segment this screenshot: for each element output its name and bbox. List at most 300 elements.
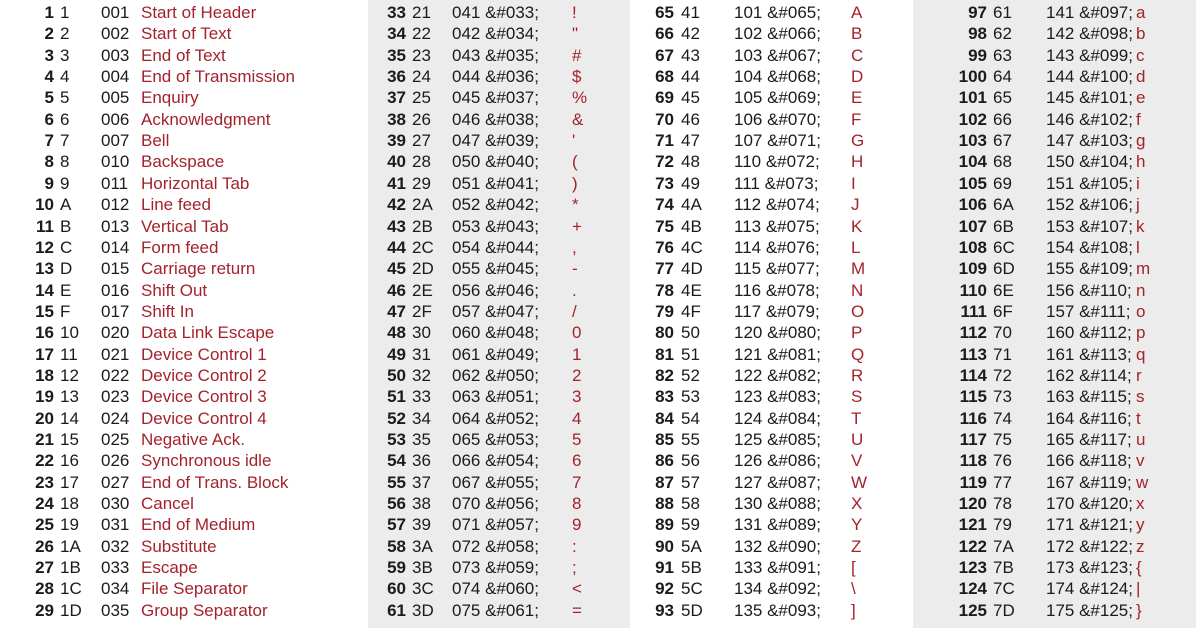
hex-cell: 5A [681,536,702,556]
html-entity-cell: 054 &#044; [452,237,539,257]
decimal-cell: 100 [958,67,987,87]
html-entity-cell: 141 &#097; [1046,3,1133,22]
octal-cell: 024 [101,408,130,428]
html-entity-cell: 065 &#053; [452,430,539,449]
character-cell: 3 [572,387,582,407]
character-cell: q [1136,344,1146,364]
decimal-cell: 19 [35,387,54,407]
octal-cell: 021 [101,344,130,364]
hex-cell: 33 [412,387,431,407]
hex-cell: 2E [412,280,433,300]
character-cell: $ [572,67,582,87]
html-entity-cell: 066 &#054; [452,451,539,471]
html-entity-cell: 104 &#068; [734,67,821,87]
character-cell: t [1136,408,1141,428]
decimal-cell: 125 [958,600,987,620]
character-cell: * [572,195,579,215]
hex-cell: 66 [993,109,1012,129]
html-entity-cell: 151 &#105; [1046,173,1133,193]
decimal-cell: 83 [655,387,674,407]
character-cell: K [851,216,863,236]
character-cell: 4 [572,408,582,428]
description-cell: End of Medium [141,515,256,535]
html-entity-cell: 042 &#034; [452,24,539,44]
html-entity-cell: 061 &#049; [452,344,539,364]
description-cell: Escape [141,558,198,578]
decimal-cell: 79 [655,301,674,321]
hex-cell: 5B [681,558,702,578]
decimal-cell: 75 [655,216,674,236]
octal-cell: 012 [101,195,130,215]
character-cell: N [851,280,864,300]
decimal-cell: 9 [44,173,54,193]
decimal-cell: 26 [35,536,54,556]
html-entity-cell: 155 &#109; [1046,259,1133,279]
hex-cell: 2D [412,259,434,279]
hex-cell: 7B [993,558,1014,578]
hex-cell: 1A [60,536,81,556]
character-cell: w [1136,472,1149,492]
decimal-cell: 103 [958,131,987,151]
character-cell: V [851,451,863,471]
html-entity-cell: 073 &#059; [452,558,539,578]
hex-cell: 6C [993,237,1015,257]
decimal-cell: 42 [387,195,406,215]
decimal-cell: 122 [958,536,987,556]
html-entity-cell: 170 &#120; [1046,494,1133,514]
hex-cell: 11 [60,344,78,364]
description-cell: Substitute [141,536,217,556]
hex-cell: 3A [412,536,433,556]
decimal-cell: 38 [387,109,406,129]
description-cell: Shift Out [141,280,208,300]
hex-cell: 18 [60,494,79,514]
html-entity-cell: 113 &#075; [734,216,820,236]
html-entity-cell: 063 &#051; [452,387,539,407]
decimal-cell: 34 [387,24,406,44]
hex-cell: 50 [681,323,700,343]
decimal-cell: 91 [655,558,674,578]
decimal-cell: 70 [655,109,674,129]
description-cell: Horizontal Tab [141,173,250,193]
hex-cell: 25 [412,88,431,108]
html-entity-cell: 174 &#124; [1046,579,1133,599]
html-entity-cell: 115 &#077; [734,259,820,279]
octal-cell: 025 [101,430,130,449]
html-entity-cell: 171 &#121; [1046,515,1133,535]
hex-cell: 43 [681,45,700,65]
character-cell: L [851,237,861,257]
decimal-cell: 46 [387,280,406,300]
character-cell: M [851,259,866,279]
hex-cell: 62 [993,24,1012,44]
decimal-cell: 104 [958,152,987,172]
html-entity-cell: 056 &#046; [452,280,539,300]
hex-cell: 7C [993,579,1015,599]
decimal-cell: 15 [35,301,54,321]
octal-cell: 013 [101,216,130,236]
hex-cell: 9 [60,173,70,193]
hex-cell: 6D [993,259,1015,279]
html-entity-cell: 057 &#047; [452,301,539,321]
decimal-cell: 49 [387,344,406,364]
decimal-cell: 72 [655,152,674,172]
description-cell: Shift In [141,301,194,321]
html-entity-cell: 175 &#125; [1046,600,1133,620]
character-cell: { [1136,558,1142,578]
character-cell: g [1136,131,1146,151]
description-cell: Device Control 2 [141,365,267,385]
decimal-cell: 118 [959,451,987,471]
hex-cell: 7 [60,131,70,151]
hex-cell: 28 [412,152,431,172]
decimal-cell: 61 [387,600,406,620]
character-cell: U [851,430,864,449]
hex-cell: 4D [681,259,703,279]
character-cell: Z [851,536,862,556]
character-cell: z [1136,536,1145,556]
decimal-cell: 36 [387,67,406,87]
decimal-cell: 78 [655,280,674,300]
html-entity-cell: 130 &#088; [734,494,821,514]
hex-cell: 2 [60,24,70,44]
character-cell: p [1136,323,1146,343]
html-entity-cell: 143 &#099; [1046,45,1133,65]
hex-cell: 63 [993,45,1012,65]
decimal-cell: 84 [655,408,674,428]
description-cell: End of Transmission [141,67,296,87]
decimal-cell: 82 [655,365,674,385]
description-cell: Start of Header [141,3,257,22]
character-cell: H [851,152,864,172]
character-cell: e [1136,88,1146,108]
hex-cell: 48 [681,152,700,172]
hex-cell: 34 [412,408,431,428]
html-entity-cell: 043 &#035; [452,45,539,65]
description-cell: Negative Ack. [141,430,245,449]
description-cell: Acknowledgment [141,109,271,129]
character-cell: C [851,45,864,65]
description-cell: Cancel [141,494,194,514]
description-cell: Synchronous idle [141,451,272,471]
hex-cell: 36 [412,451,431,471]
octal-cell: 017 [101,301,130,321]
octal-cell: 001 [101,3,130,22]
decimal-cell: 65 [655,3,674,22]
hex-cell: 51 [681,344,700,364]
html-entity-cell: 103 &#067; [734,45,821,65]
decimal-cell: 114 [959,365,987,385]
description-cell: Group Separator [141,600,268,620]
html-entity-cell: 051 &#041; [452,173,539,193]
hex-cell: 6 [60,109,70,129]
hex-cell: 44 [681,67,700,87]
decimal-cell: 16 [35,323,54,343]
octal-cell: 033 [101,558,130,578]
html-entity-cell: 052 &#042; [452,195,539,215]
hex-cell: 37 [412,472,431,492]
hex-cell: B [60,216,72,236]
decimal-cell: 112 [959,323,987,343]
decimal-cell: 117 [959,430,987,449]
decimal-cell: 116 [959,408,987,428]
description-cell: Device Control 1 [141,344,267,364]
character-cell: s [1136,387,1145,407]
html-entity-cell: 106 &#070; [734,109,821,129]
description-cell: Vertical Tab [141,216,229,236]
hex-cell: 67 [993,131,1012,151]
character-cell: ] [851,600,856,620]
html-entity-cell: 161 &#113; [1046,344,1132,364]
decimal-cell: 37 [387,88,406,108]
hex-cell: 3 [60,45,70,65]
hex-cell: D [60,259,73,279]
decimal-cell: 3 [44,45,54,65]
hex-cell: 45 [681,88,700,108]
html-entity-cell: 150 &#104; [1046,152,1133,172]
hex-cell: 75 [993,430,1012,449]
decimal-cell: 10 [35,195,54,215]
hex-cell: 42 [681,24,700,44]
decimal-cell: 55 [387,472,406,492]
decimal-cell: 120 [958,494,987,514]
decimal-cell: 33 [387,3,406,22]
decimal-cell: 97 [968,3,987,22]
character-cell: = [572,600,582,620]
character-cell: # [572,45,582,65]
decimal-cell: 6 [44,109,54,129]
decimal-cell: 67 [655,45,674,65]
decimal-cell: 111 [960,301,987,321]
hex-cell: 6A [993,195,1014,215]
octal-cell: 014 [101,237,130,257]
html-entity-cell: 102 &#066; [734,24,821,44]
character-cell: T [851,408,862,428]
decimal-cell: 48 [387,323,406,343]
character-cell: W [851,472,868,492]
character-cell: u [1136,430,1146,449]
hex-cell: 3D [412,600,434,620]
html-entity-cell: 120 &#080; [734,323,821,343]
character-cell: , [572,237,577,257]
html-entity-cell: 047 &#039; [452,131,539,151]
decimal-cell: 2 [44,24,54,44]
hex-cell: 49 [681,173,700,193]
character-cell: R [851,365,864,385]
description-cell: Device Control 4 [141,408,267,428]
octal-cell: 005 [101,88,130,108]
hex-cell: 39 [412,515,431,535]
html-entity-cell: 173 &#123; [1046,558,1133,578]
hex-cell: 2F [412,301,432,321]
decimal-cell: 108 [958,237,987,257]
description-cell: Bell [141,131,170,151]
decimal-cell: 17 [35,344,54,364]
decimal-cell: 11 [36,216,54,236]
character-cell: 8 [572,494,582,514]
html-entity-cell: 133 &#091; [734,558,821,578]
html-entity-cell: 110 &#072; [734,152,820,172]
html-entity-cell: 105 &#069; [734,88,821,108]
decimal-cell: 101 [958,88,987,108]
hex-cell: C [60,237,73,257]
html-entity-cell: 156 &#110; [1046,280,1132,300]
html-entity-cell: 072 &#058; [452,536,539,556]
hex-cell: 52 [681,365,700,385]
hex-cell: 61 [993,3,1012,22]
octal-cell: 022 [101,365,130,385]
html-entity-cell: 164 &#116; [1046,408,1132,428]
html-entity-cell: 112 &#074; [734,195,820,215]
hex-cell: 21 [412,3,431,22]
html-entity-cell: 041 &#033; [452,3,539,22]
hex-cell: 7D [993,600,1015,620]
hex-cell: 4F [681,301,701,321]
hex-cell: 13 [60,387,79,407]
decimal-cell: 52 [387,408,406,428]
hex-cell: 24 [412,67,431,87]
decimal-cell: 23 [35,472,54,492]
character-cell: 5 [572,430,582,449]
character-cell: 0 [572,323,582,343]
description-cell: Data Link Escape [141,323,275,343]
hex-cell: 53 [681,387,700,407]
character-cell: ( [572,152,578,172]
description-cell: End of Text [141,45,226,65]
decimal-cell: 74 [655,195,674,215]
hex-cell: 1B [60,558,81,578]
decimal-cell: 21 [35,430,54,449]
decimal-cell: 71 [655,131,674,151]
html-entity-cell: 053 &#043; [452,216,539,236]
html-entity-cell: 060 &#048; [452,323,539,343]
decimal-cell: 123 [958,558,987,578]
hex-cell: 6F [993,301,1013,321]
character-cell: ' [572,131,576,151]
hex-cell: F [60,301,71,321]
character-cell: % [572,88,588,108]
decimal-cell: 73 [655,173,674,193]
decimal-cell: 20 [35,408,54,428]
character-cell: & [572,109,584,129]
decimal-cell: 57 [387,515,406,535]
html-entity-cell: 135 &#093; [734,600,821,620]
description-cell: File Separator [141,579,248,599]
hex-cell: 4E [681,280,702,300]
octal-cell: 026 [101,451,130,471]
decimal-cell: 40 [387,152,406,172]
description-cell: Carriage return [141,259,256,279]
octal-cell: 015 [101,259,130,279]
html-entity-cell: 145 &#101; [1046,88,1133,108]
html-entity-cell: 107 &#071; [734,131,821,151]
hex-cell: 54 [681,408,700,428]
html-entity-cell: 152 &#106; [1046,195,1133,215]
decimal-cell: 18 [35,365,54,385]
character-cell: l [1136,237,1140,257]
character-cell: f [1136,109,1141,129]
character-cell: m [1136,259,1151,279]
hex-cell: 76 [993,451,1012,471]
hex-cell: 27 [412,131,431,151]
decimal-cell: 39 [387,131,406,151]
hex-cell: 2C [412,237,434,257]
character-cell: v [1136,451,1145,471]
html-entity-cell: 116 &#078; [734,280,820,300]
hex-cell: 74 [993,408,1012,428]
decimal-cell: 98 [968,24,987,44]
character-cell: A [851,3,863,22]
hex-cell: 72 [993,365,1012,385]
octal-cell: 011 [101,173,129,193]
decimal-cell: 24 [35,494,54,514]
character-cell: 1 [572,344,582,364]
hex-cell: 73 [993,387,1012,407]
html-entity-cell: 166 &#118; [1046,451,1132,471]
html-entity-cell: 114 &#076; [734,237,820,257]
html-entity-cell: 123 &#083; [734,387,821,407]
hex-cell: 4A [681,195,702,215]
html-entity-cell: 074 &#060; [452,579,539,599]
character-cell: 6 [572,451,582,471]
character-cell: / [572,301,577,321]
character-cell: h [1136,152,1146,172]
decimal-cell: 66 [655,24,674,44]
hex-cell: 70 [993,323,1012,343]
hex-cell: 4C [681,237,703,257]
octal-cell: 004 [101,67,130,87]
character-cell: S [851,387,863,407]
html-entity-cell: 127 &#087; [734,472,821,492]
html-entity-cell: 147 &#103; [1046,131,1133,151]
hex-cell: 57 [681,472,700,492]
hex-cell: 65 [993,88,1012,108]
character-cell: B [851,24,863,44]
decimal-cell: 113 [959,344,987,364]
decimal-cell: 115 [959,387,987,407]
html-entity-cell: 165 &#117; [1046,430,1132,449]
html-entity-cell: 121 &#081; [734,344,821,364]
decimal-cell: 8 [44,152,54,172]
hex-cell: 41 [681,3,700,22]
html-entity-cell: 134 &#092; [734,579,821,599]
decimal-cell: 59 [387,558,406,578]
character-cell: \ [851,579,856,599]
hex-cell: 15 [60,430,79,449]
html-entity-cell: 111 &#073; [734,173,819,193]
character-cell: k [1136,216,1145,236]
html-entity-cell: 045 &#037; [452,88,539,108]
hex-cell: A [60,195,72,215]
decimal-cell: 92 [655,579,674,599]
octal-cell: 035 [101,600,130,620]
html-entity-cell: 126 &#086; [734,451,821,471]
hex-cell: 32 [412,365,431,385]
hex-cell: 3B [412,558,433,578]
hex-cell: 6B [993,216,1014,236]
decimal-cell: 29 [35,600,54,620]
hex-cell: 12 [60,365,79,385]
decimal-cell: 13 [35,259,54,279]
hex-cell: 77 [993,472,1012,492]
character-cell: Q [851,344,865,364]
hex-cell: 46 [681,109,700,129]
decimal-cell: 28 [35,579,54,599]
decimal-cell: 51 [387,387,406,407]
decimal-cell: 53 [387,430,406,449]
decimal-cell: 80 [655,323,674,343]
decimal-cell: 88 [655,494,674,514]
